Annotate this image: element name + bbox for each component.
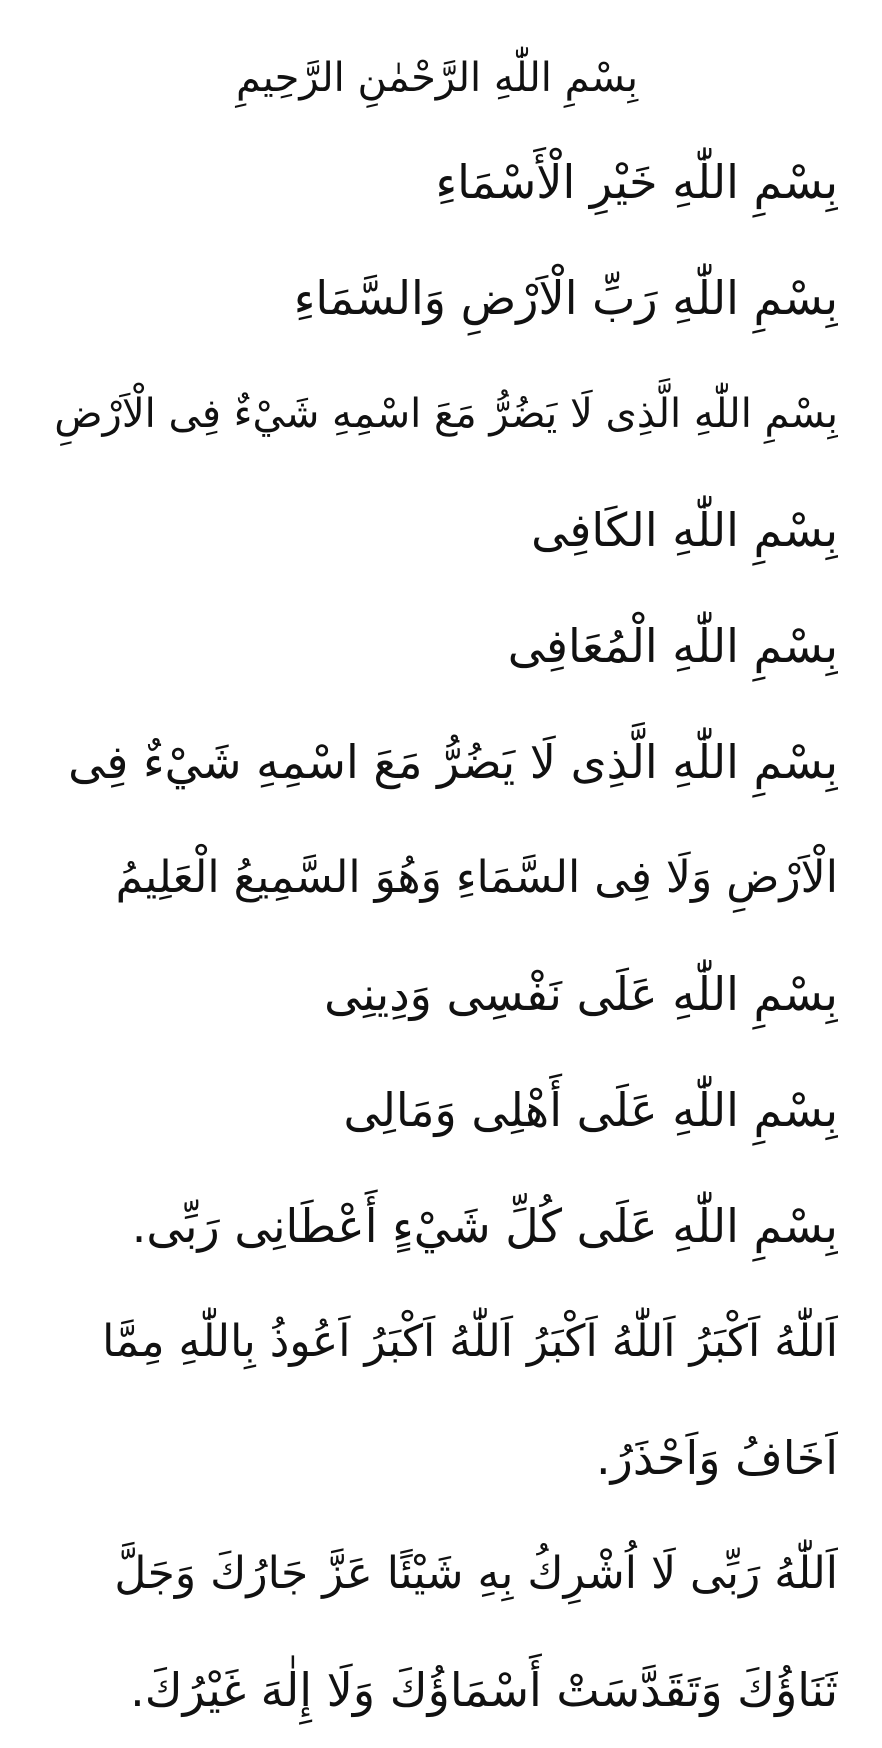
text-line-7-content: الْاَرْضِ وَلَا فِى السَّمَاءِ وَهُوَ السَّمِيعُ الْعَلِيمُ xyxy=(115,852,838,903)
text-line-10-content: بِسْمِ اللّٰهِ عَلَى كُلِّ شَيْءٍ أَعْطَانِى رَبِّى. xyxy=(131,1199,838,1253)
text-line-13-content: اَللّٰهُ رَبِّى لَا اُشْرِكُ بِهِ شَيْئًا عَزَّ جَارُكَ وَجَلَّ xyxy=(114,1548,838,1599)
text-line-8 xyxy=(36,936,838,1052)
text-line-3 xyxy=(36,356,838,472)
text-line-12 xyxy=(36,1400,838,1516)
text-line-5 xyxy=(36,588,838,704)
text-line-3-content: بِسْمِ اللّٰهِ الَّذِى لَا يَضُرُّ مَعَ اسْمِهِ شَيْءٌ فِى الْاَرْضِ xyxy=(54,391,838,437)
text-line-6-content: بِسْمِ اللّٰهِ الَّذِى لَا يَضُرُّ مَعَ اسْمِهِ شَيْءٌ فِى xyxy=(68,735,838,789)
text-line-11 xyxy=(36,1284,838,1400)
text-line-10 xyxy=(36,1168,838,1284)
text-line-5-content: بِسْمِ اللّٰهِ الْمُعَافِى xyxy=(507,619,838,673)
text-line-8-content: بِسْمِ اللّٰهِ عَلَى نَفْسِى وَدِينِى xyxy=(324,967,838,1021)
text-line-12-content: اَخَافُ وَاَحْذَرُ. xyxy=(596,1431,838,1485)
text-line-6 xyxy=(36,704,838,820)
text-line-1-content: بِسْمِ اللّٰهِ خَيْرِ الْأَسْمَاءِ xyxy=(435,155,838,209)
text-line-7 xyxy=(36,820,838,936)
text-line-11-content: اَللّٰهُ اَكْبَرُ اَللّٰهُ اَكْبَرُ اَللّٰهُ اَكْبَرُ اَعُوذُ بِاللّٰهِ مِمَّا xyxy=(102,1316,838,1367)
text-line-9 xyxy=(36,1052,838,1168)
text-line-14-content: ثَنَاؤُكَ وَتَقَدَّسَتْ أَسْمَاؤُكَ وَلَا إِلٰهَ غَيْرُكَ. xyxy=(130,1663,838,1717)
text-line-14 xyxy=(36,1632,838,1748)
text-line-4 xyxy=(36,472,838,588)
text-line-2 xyxy=(36,240,838,356)
basmala-heading: بِسْمِ اللّٰهِ الرَّحْمٰنِ الرَّحِيمِ xyxy=(235,55,639,101)
text-line-1 xyxy=(36,124,838,240)
text-line-9-content: بِسْمِ اللّٰهِ عَلَى أَهْلِى وَمَالِى xyxy=(343,1083,838,1137)
text-line-2-content: بِسْمِ اللّٰهِ رَبِّ الْاَرْضِ وَالسَّمَاءِ xyxy=(293,271,838,325)
text-line-13 xyxy=(36,1516,838,1632)
text-line-4-content: بِسْمِ اللّٰهِ الكَافِى xyxy=(531,503,838,557)
